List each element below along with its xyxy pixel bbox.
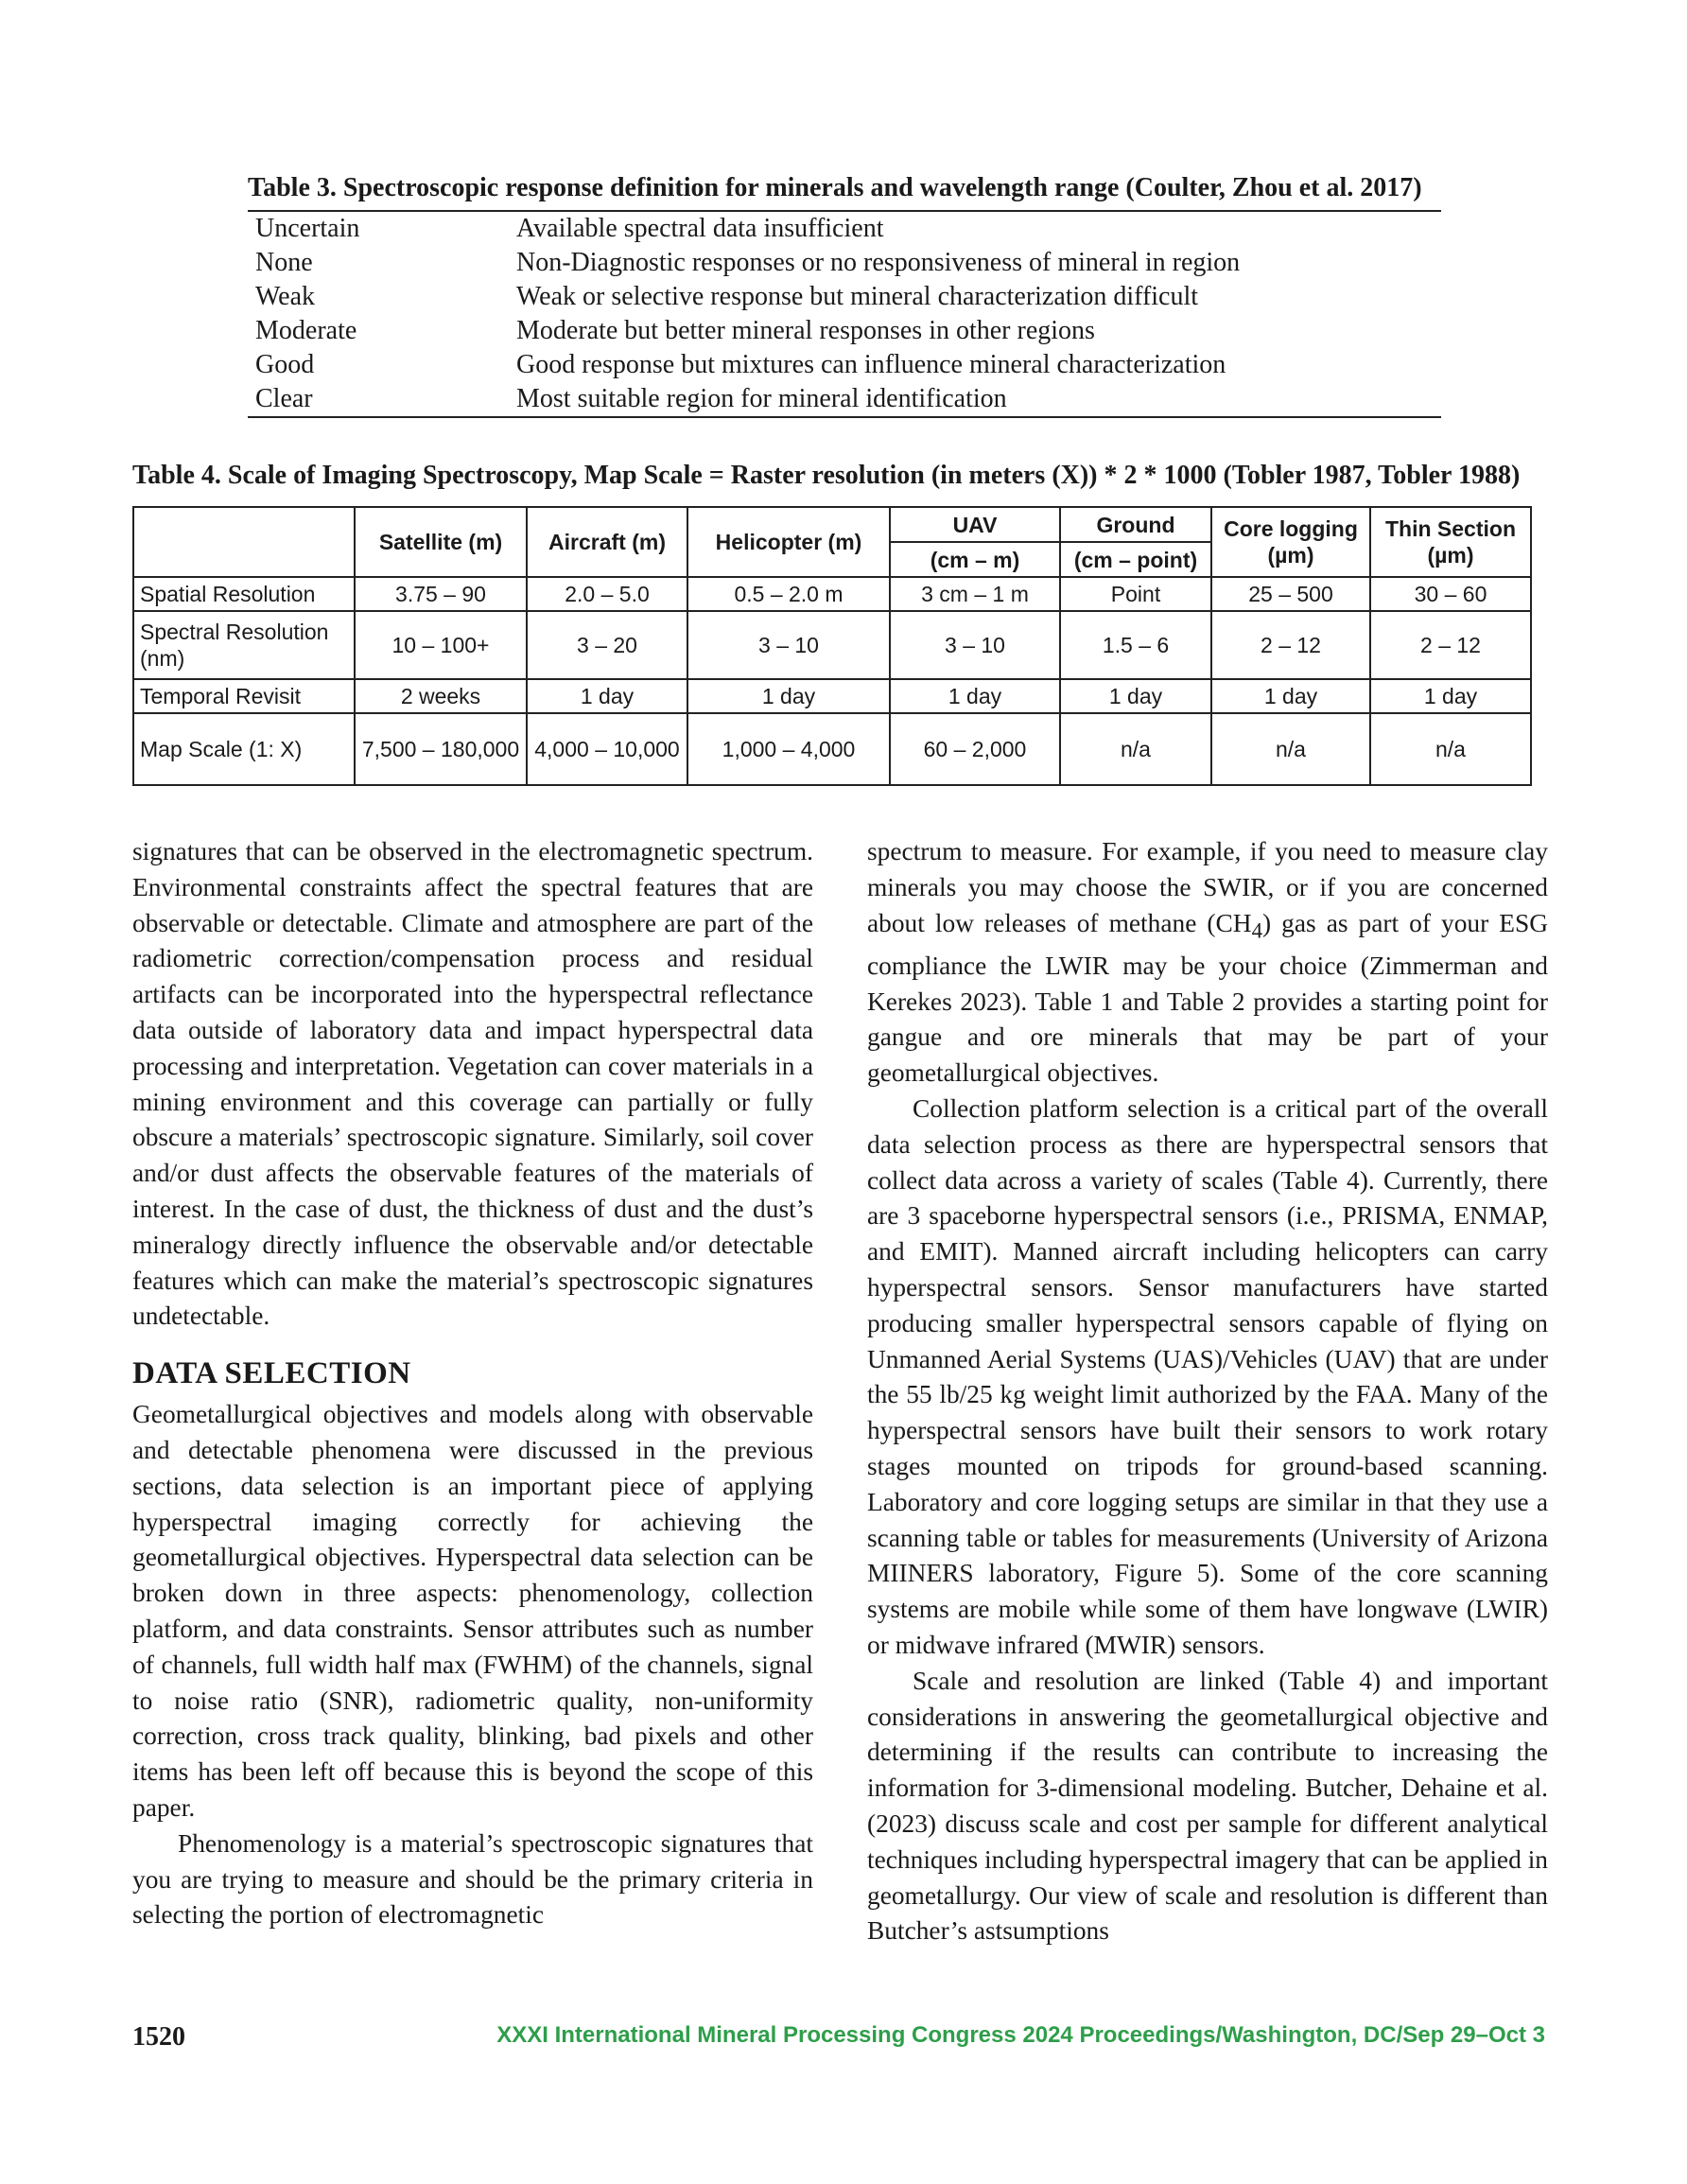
table3-term: Moderate [255, 316, 357, 345]
table4-cell: 1 day [1370, 679, 1531, 713]
table4-cell: 3 – 20 [527, 611, 687, 679]
table4-row-label: Spatial Resolution [133, 577, 355, 611]
body-paragraph: Scale and resolution are linked (Table 4) and important considerations in answering the geometallurgical objective and determining if the results can contribute to increasing the information for 3-dimensional modeling. Butcher, Dehaine et al. (2023) discuss scale and cost per sample for different analytical techniques including hyperspectral imagery that can be applied in geometallurgy. Our view of scale and resolution is different than Butcher’s astsumptions [867, 1666, 1548, 1946]
table4-header-thin-section [1370, 507, 1531, 577]
table4-cell: 10 – 100+ [355, 611, 527, 679]
table4-header-core-unit: (µm) [1267, 543, 1314, 568]
table3-definition: Good response but mixtures can influence mineral characterization [516, 350, 1226, 379]
table3-row [248, 382, 1441, 416]
table4-cell: 3 – 10 [890, 611, 1060, 679]
table4-row-label: Map Scale (1: X) [133, 713, 355, 785]
table3-definition: Most suitable region for mineral identification [516, 384, 1007, 413]
body-paragraph: Collection platform selection is a critical part of the overall data selection process as there are hyperspectral sensors that collect data across a variety of scales (Table 4). Currently, there are 3 spaceborne hyperspectral sensors (i.e., PRISMA, ENMAP, and EMIT). Manned aircraft including helicopters can carry hyperspectral sensors. Sensor manufacturers have started producing smaller hyperspectral sensors capable of flying on Unmanned Aerial Systems (UAS)/Vehicles (UAV) that are under the 55 lb/25 kg weight limit authorized by the FAA. Many of the hyperspectral sensors have built their sensors to work rotary stages mounted on tripods for ground-based scanning. Laboratory and core logging setups are similar in that they use a scanning table or tables for measurements (University of Arizona MIINERS laboratory, Figure 5). Some of the core scanning systems are mobile while some of them have longwave (LWIR) or midwave infrared (MWIR) sensors. [867, 1094, 1548, 1659]
table3-caption: Table 3. Spectroscopic response definition for minerals and wavelength range (Coulter, Zhou et al. 2017) [248, 173, 1422, 202]
body-paragraph: Geometallurgical objectives and models along with observable and detectable phenomena were discussed in the previous sections, data selection is an important piece of applying hyperspectral imaging correctly for achieving the geometallurgical objectives. Hyperspectral data selection can be broken down in three aspects: phenomenology, collection platform, and data constraints. Sensor attributes such as number of channels, full width half max (FWHM) of the channels, signal to noise ratio (SNR), radiometric quality, non-uniformity correction, cross track quality, blinking, bad pixels and other items has been left off because this is beyond the scope of this paper. [132, 1400, 813, 1822]
table4-cell: n/a [1211, 713, 1370, 785]
table4-caption: Table 4. Scale of Imaging Spectroscopy, Map Scale = Raster resolution (in meters (X)) * 2 * 1000 (Tobler 1987, Tobler 1988) [132, 461, 1521, 490]
table4-cell: 2 – 12 [1370, 611, 1531, 679]
table4-cell: 2.0 – 5.0 [527, 577, 687, 611]
table4-cell: n/a [1370, 713, 1531, 785]
table4-corner-cell [133, 507, 355, 577]
left-column [132, 834, 813, 1933]
table4-cell: 25 – 500 [1211, 577, 1370, 611]
table4-header-thin-unit: (µm) [1427, 543, 1474, 568]
table3 [248, 210, 1441, 418]
table4-cell: 3 – 10 [687, 611, 890, 679]
table4-cell: 1 day [527, 679, 687, 713]
table4-header-core-label: Core logging [1224, 516, 1358, 541]
table4-row-label: Temporal Revisit [133, 679, 355, 713]
table4-header-core-logging [1211, 507, 1370, 577]
table4-row-label: Spectral Resolution (nm) [133, 611, 355, 679]
page-number: 1520 [132, 2022, 185, 2052]
table4-header-ground: Ground [1060, 507, 1211, 542]
body-paragraph: Phenomenology is a material’s spectroscopic signatures that you are trying to measure and should be the primary criteria in selecting the portion of electromagnetic [132, 1828, 813, 1930]
table4-row [133, 611, 1531, 679]
right-column [867, 834, 1548, 1949]
table4-header-uav-unit: (cm – m) [890, 542, 1060, 577]
table3-definition: Non-Diagnostic responses or no responsiveness of mineral in region [516, 248, 1241, 277]
table4 [132, 506, 1532, 786]
body-paragraph: signatures that can be observed in the electromagnetic spectrum. Environmental constraints affect the spectral features that are observable or detectable. Climate and atmosphere are part of the radiometric correction/compensation process and residual artifacts can be incorporated into the hyperspectral reflectance data outside of laboratory data and impact hyperspectral data processing and interpretation. Vegetation can cover materials in a mining environment and this coverage can partially or fully obscure a materials’ spectroscopic signature. Similarly, soil cover and/or dust affects the observable features of the materials of interest. In the case of dust, the thickness of dust and the dust’s mineralogy directly influence the observable and/or detectable features which can make the material’s spectroscopic signatures undetectable. [132, 837, 813, 1331]
table3-term: Good [255, 350, 315, 379]
table3-row [248, 314, 1441, 348]
table4-cell: 1,000 – 4,000 [687, 713, 890, 785]
section-heading: DATA SELECTION [132, 1356, 411, 1391]
table4-header-helicopter: Helicopter (m) [687, 507, 890, 577]
table3-row [248, 348, 1441, 382]
table4-header-satellite: Satellite (m) [355, 507, 527, 577]
table4-cell: 1 day [687, 679, 890, 713]
table3-definition: Weak or selective response but mineral characterization difficult [516, 282, 1199, 311]
table4-header-uav: UAV [890, 507, 1060, 542]
table4-row [133, 713, 1531, 785]
table4-header-aircraft: Aircraft (m) [527, 507, 687, 577]
table3-term: None [255, 248, 313, 277]
table4-cell: 1 day [890, 679, 1060, 713]
table4-header-thin-label: Thin Section [1385, 516, 1516, 541]
table3-row [248, 280, 1441, 314]
table4-header-row [133, 507, 1531, 542]
table3-term: Weak [255, 282, 316, 311]
table4-cell: 2 weeks [355, 679, 527, 713]
table4-row [133, 679, 1531, 713]
table4-cell: 4,000 – 10,000 [527, 713, 687, 785]
table4-cell: 3.75 – 90 [355, 577, 527, 611]
body-text: ) gas as part of your ESG compliance the LWIR may be your choice (Zimmerman and Kerekes 2023). Table 1 and Table 2 provides a starting point for gangue and ore minerals that may be part of your geometallurgical objectives. [867, 908, 1548, 1088]
table3-term: Uncertain [255, 214, 360, 243]
table3-definition: Available spectral data insufficient [516, 214, 884, 243]
table4-cell: 7,500 – 180,000 [355, 713, 527, 785]
table4-cell: 30 – 60 [1370, 577, 1531, 611]
table4-cell: 3 cm – 1 m [890, 577, 1060, 611]
body-paragraph [867, 834, 1548, 1092]
table4-cell: 2 – 12 [1211, 611, 1370, 679]
table3-definition: Moderate but better mineral responses in other regions [516, 316, 1095, 345]
table3-row [248, 246, 1441, 280]
table4-cell: n/a [1060, 713, 1211, 785]
table3-term: Clear [255, 384, 313, 413]
table4-cell: 1 day [1211, 679, 1370, 713]
table4-cell: 0.5 – 2.0 m [687, 577, 890, 611]
table3-row [248, 212, 1441, 246]
table4-cell: 1.5 – 6 [1060, 611, 1211, 679]
body-text: spectrum to measure. For example, if you need to measure clay minerals you may choose the SWIR, or if you are concerned about low releases of methane (CH [867, 837, 1548, 937]
table4-row [133, 577, 1531, 611]
table4-cell: Point [1060, 577, 1211, 611]
table4-header-ground-unit: (cm – point) [1060, 542, 1211, 577]
table4-cell: 60 – 2,000 [890, 713, 1060, 785]
subscript: 4 [1251, 918, 1262, 943]
table4-cell: 1 day [1060, 679, 1211, 713]
footer-running-title: XXXI International Mineral Processing Congress 2024 Proceedings/Washington, DC/Sep 29–Oct 3 [496, 2022, 1545, 2048]
